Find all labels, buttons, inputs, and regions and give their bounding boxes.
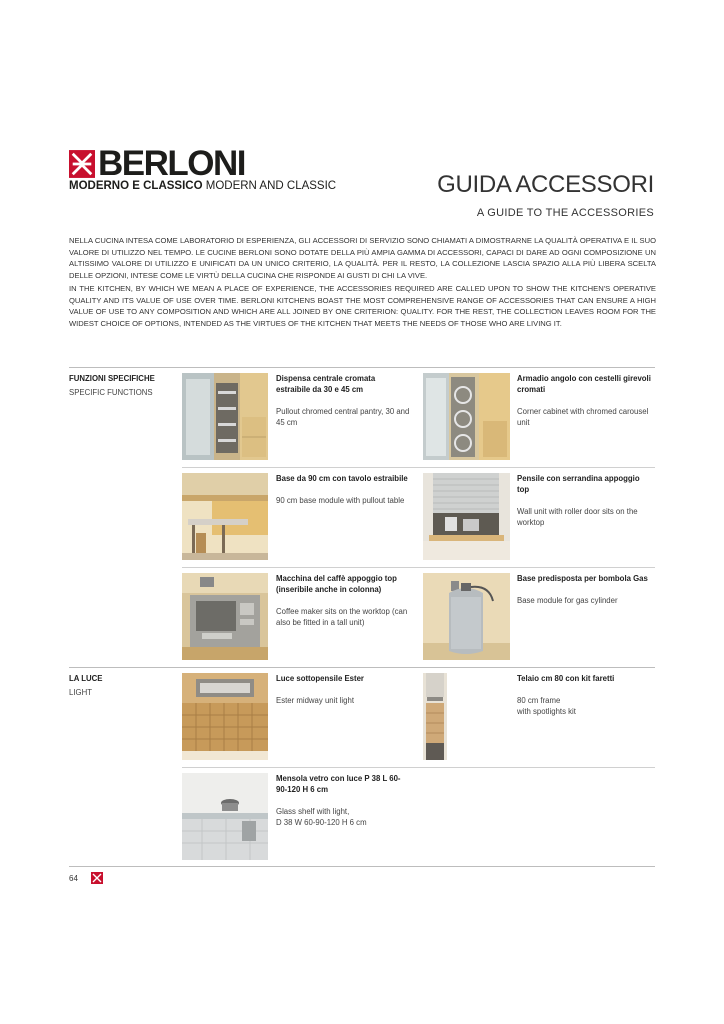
row-divider (182, 467, 655, 468)
caption-spotlight-frame (517, 673, 657, 717)
item-title: Base predisposta per bombola Gas (517, 574, 648, 583)
photo-gas-cylinder-base (423, 573, 510, 660)
brand-name: BERLONI (98, 144, 245, 183)
brand-tagline (69, 180, 336, 192)
photo-central-pantry (182, 373, 268, 460)
item-title: Mensola vetro con luce P 38 L 60-90-120 H 6 cm (276, 774, 401, 794)
photo-corner-cabinet (423, 373, 510, 460)
caption-gas-cylinder-base (517, 573, 657, 606)
photo-spotlight-frame (423, 673, 447, 760)
item-description: Ester midway unit light (276, 696, 354, 705)
photo-ester-light (182, 673, 268, 760)
berloni-logo-mark-icon (69, 149, 95, 179)
page-number: 64 (69, 874, 78, 883)
item-title: Macchina del caffè appoggio top (inseribile anche in colonna) (276, 574, 397, 594)
section-sublabel-specific-functions: SPECIFIC FUNCTIONS (69, 388, 153, 397)
section-divider (69, 367, 655, 368)
caption-pullout-table (276, 473, 416, 506)
item-description: Corner cabinet with chromed carousel unit (517, 407, 649, 427)
section-sublabel-light: LIGHT (69, 688, 92, 697)
item-description: Pullout chromed central pantry, 30 and 45 cm (276, 407, 410, 427)
photo-pullout-table (182, 473, 268, 560)
caption-glass-shelf (276, 773, 416, 828)
photo-coffee-maker (182, 573, 268, 660)
item-title: Pensile con serrandina appoggio top (517, 474, 640, 494)
item-title: Telaio cm 80 con kit faretti (517, 674, 615, 683)
section-label-light: LA LUCE (69, 674, 103, 683)
photo-roller-door-unit (423, 473, 510, 560)
page-subtitle: A GUIDE TO THE ACCESSORIES (476, 207, 654, 219)
caption-ester-light (276, 673, 416, 706)
brand-tagline-english: MODERN AND CLASSIC (205, 180, 337, 192)
page-title: GUIDA ACCESSORI (437, 171, 654, 198)
caption-coffee-maker (276, 573, 416, 628)
caption-roller-door-unit (517, 473, 657, 528)
section-divider (69, 866, 655, 867)
item-title: Luce sottopensile Ester (276, 674, 364, 683)
item-description: 90 cm base module with pullout table (276, 496, 405, 505)
caption-central-pantry (276, 373, 416, 428)
item-description: Wall unit with roller door sits on the worktop (517, 507, 638, 527)
intro-italian: NELLA CUCINA INTESA COME LABORATORIO DI ESPERIENZA, GLI ACCESSORI DI SERVIZIO SONO CHIAMATI A DIMOSTRARNE LA QUALITÀ OPERATIVA E IL SUO VALORE DI UTILIZZO NEL TEMPO. LE CUCINE BERLONI SONO DOTATE DELLA PIÙ AMPIA GAMMA DI ACCESSORI, CAPACI DI DARE AD OGNI COMPOSIZIONE UN ALTISSIMO VALORE DI UTILIZZO E UNIFICATI DA UN UNICO CRITERIO, LA QUALITÀ. PER IL RESTO, LA COLLEZIONE LASCIA SPAZIO ALLA PIÙ LIBERA SCELTA DELLE OPZIONI, INTESE COME LE VIRTÙ DELLA CUCINA CHE RISPONDE AI GUSTI DI CHI LA VIVE. (69, 236, 656, 280)
item-description: 80 cm frame with spotlights kit (517, 696, 576, 716)
item-description: Glass shelf with light, D 38 W 60-90-120 H 6 cm (276, 807, 367, 827)
row-divider (182, 767, 655, 768)
row-divider (182, 567, 655, 568)
photo-glass-shelf (182, 773, 268, 860)
berloni-footer-logo-icon (91, 872, 103, 884)
item-title: Armadio angolo con cestelli girevoli cromati (517, 374, 651, 394)
item-title: Base da 90 cm con tavolo estraibile (276, 474, 408, 483)
berloni-logo (69, 146, 245, 182)
item-title: Dispensa centrale cromata estraibile da 30 e 45 cm (276, 374, 376, 394)
item-description: Coffee maker sits on the worktop (can also be fitted in a tall unit) (276, 607, 408, 627)
item-description: Base module for gas cylinder (517, 596, 618, 605)
intro-english: IN THE KITCHEN, BY WHICH WE MEAN A PLACE OF EXPERIENCE, THE ACCESSORIES REQUIRED ARE CALLED UPON TO SHOW THE KITCHEN'S OPERATIVE QUALITY AND ITS VALUE OF USE OVER TIME. BERLONI KITCHENS BOAST THE MOST COMPREHENSIVE RANGE OF ACCESSORIES THAT CAN ENSURE A HIGH VALUE OF USE TO ANY COMPOSITION AND WHICH ARE ALL JOINED BY ONE CRITERION: QUALITY. FOR THE REST, THE COLLECTION LEAVES ROOM FOR THE WIDEST CHOICE OF OPTIONS, INTENDED AS THE VIRTUES OF THE KITCHEN THAT MEETS THE NEEDS OF THOSE WHO ARE LIVING IT. (69, 284, 656, 328)
brand-tagline-italian: MODERNO E CLASSICO (69, 180, 203, 192)
section-label-specific-functions: FUNZIONI SPECIFICHE (69, 374, 155, 383)
caption-corner-cabinet (517, 373, 657, 428)
section-divider (69, 667, 655, 668)
